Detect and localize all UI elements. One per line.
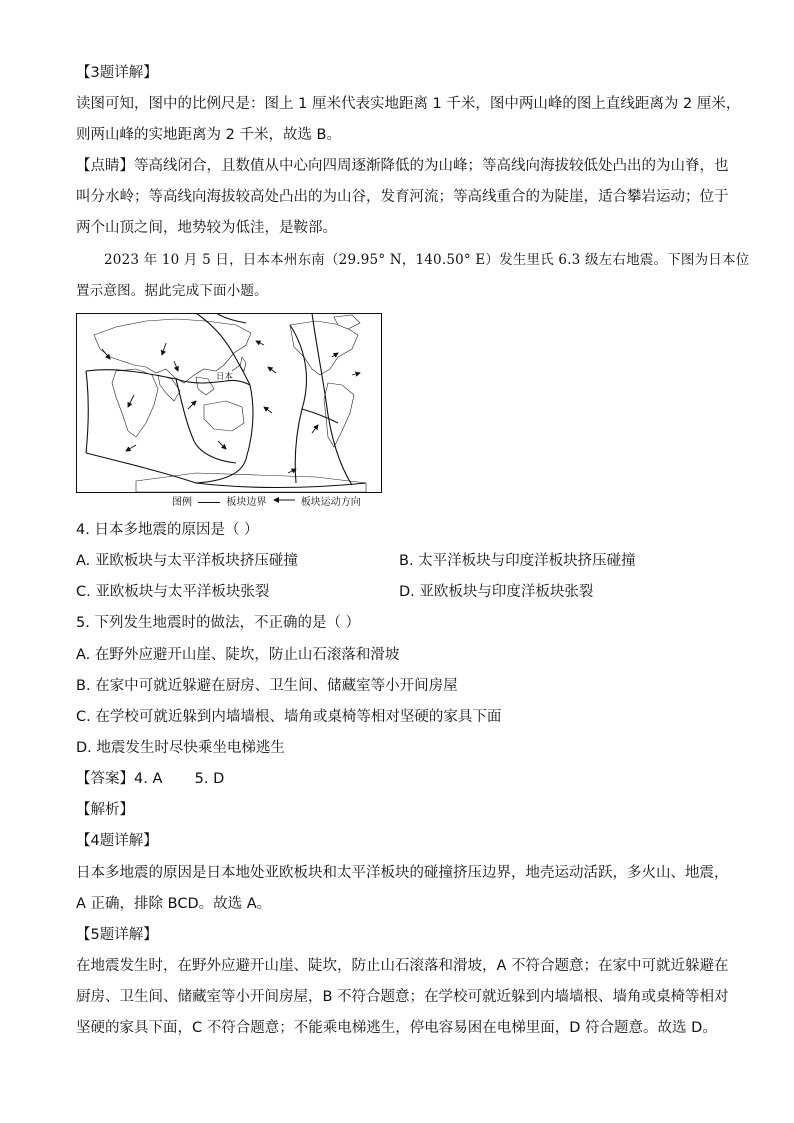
q3-explanation-line-1: 读图可知，图中的比例尺是：图上 1 厘米代表实地距离 1 千米，图中两山峰的图上直线距离为 2 厘米， [76, 96, 741, 112]
intro-line-2: 置示意图。据此完成下面小题。 [76, 283, 268, 299]
q5-option-c: C. 在学校可就近躲到内墙墙根、墙角或桌椅等相对坚硬的家具下面 [76, 709, 502, 725]
legend-direction-text: 板块运动方向 [300, 497, 361, 508]
tip-text-1: 等高线闭合，且数值从中心向四周逐渐降低的为山峰；等高线向海拔较低处凸出的为山脊，也 [134, 158, 729, 174]
q3-explanation-line-2: 则两山峰的实地距离为 2 千米，故选 B。 [76, 127, 341, 143]
q4-stem: 4. 日本多地震的原因是（ ） [76, 522, 259, 538]
q4-option-b: B. 太平洋板块与印度洋板块挤压碰撞 [399, 553, 636, 569]
tip-line-1 [76, 156, 729, 176]
answer-text: 4. A 5. D [134, 771, 225, 787]
answer-label: 【答案】 [76, 771, 134, 787]
q5-stem: 5. 下列发生地震时的做法，不正确的是（ ） [76, 615, 361, 631]
analysis-label: 【解析】 [76, 802, 134, 818]
answer-line [76, 769, 224, 789]
plate-map [76, 313, 382, 493]
q4-option-d: D. 亚欧板块与印度洋板块张裂 [399, 584, 594, 600]
q5-option-d: D. 地震发生时尽快乘坐电梯逃生 [76, 740, 285, 756]
q5-explanation-line-1: 在地震发生时，在野外应避开山崖、陡坎，防止山石滚落和滑坡，A 不符合题意；在家中可就近躲避在 [76, 958, 729, 974]
japan-label: 日本 [216, 372, 234, 382]
q5-option-b: B. 在家中可就近躲避在厨房、卫生间、储藏室等小开间房屋 [76, 678, 458, 694]
q5-explanation-line-2: 厨房、卫生间、储藏室等小开间房屋，B 不符合题意；在学校可就近躲到内墙墙根、墙角或桌椅等相对 [76, 989, 729, 1005]
q3-heading: 【3题详解】 [76, 65, 158, 81]
q5-explanation-line-3: 坚硬的家具下面，C 不符合题意；不能乘电梯逃生，停电容易困在电梯里面，D 符合题意。故选 D。 [76, 1020, 717, 1036]
tip-label: 【点睛】 [76, 158, 134, 174]
q5-option-a: A. 在野外应避开山崖、陡坎，防止山石滚落和滑坡 [76, 647, 400, 663]
legend-boundary-line [198, 502, 220, 503]
q4-explanation-line-1: 日本多地震的原因是日本地处亚欧板块和太平洋板块的碰撞挤压边界，地壳运动活跃，多火山、地震， [76, 865, 729, 881]
tip-line-3: 两个山顶之间，地势较为低洼，是鞍部。 [76, 220, 337, 236]
legend-boundary-text: 板块边界 [226, 497, 267, 508]
intro-line-1: 2023 年 10 月 5 日，日本本州东南（29.95° N，140.50° E）发生里氏 6.3 级左右地震。下图为日本位 [104, 252, 750, 268]
q4-explanation-line-2: A 正确，排除 BCD。故选 A。 [76, 896, 272, 912]
tip-line-2: 叫分水岭；等高线向海拔较高处凸出的为山谷，发育河流；等高线重合的为陡崖，适合攀岩运动；位于 [76, 189, 729, 205]
legend-label: 图例 [172, 497, 192, 508]
q4-option-c: C. 亚欧板块与太平洋板块张裂 [76, 584, 270, 600]
map-legend [172, 495, 361, 510]
legend-arrow-icon [273, 495, 295, 509]
q4-option-a: A. 亚欧板块与太平洋板块挤压碰撞 [76, 553, 298, 569]
q4-heading: 【4题详解】 [76, 833, 158, 849]
q5-heading: 【5题详解】 [76, 927, 158, 943]
